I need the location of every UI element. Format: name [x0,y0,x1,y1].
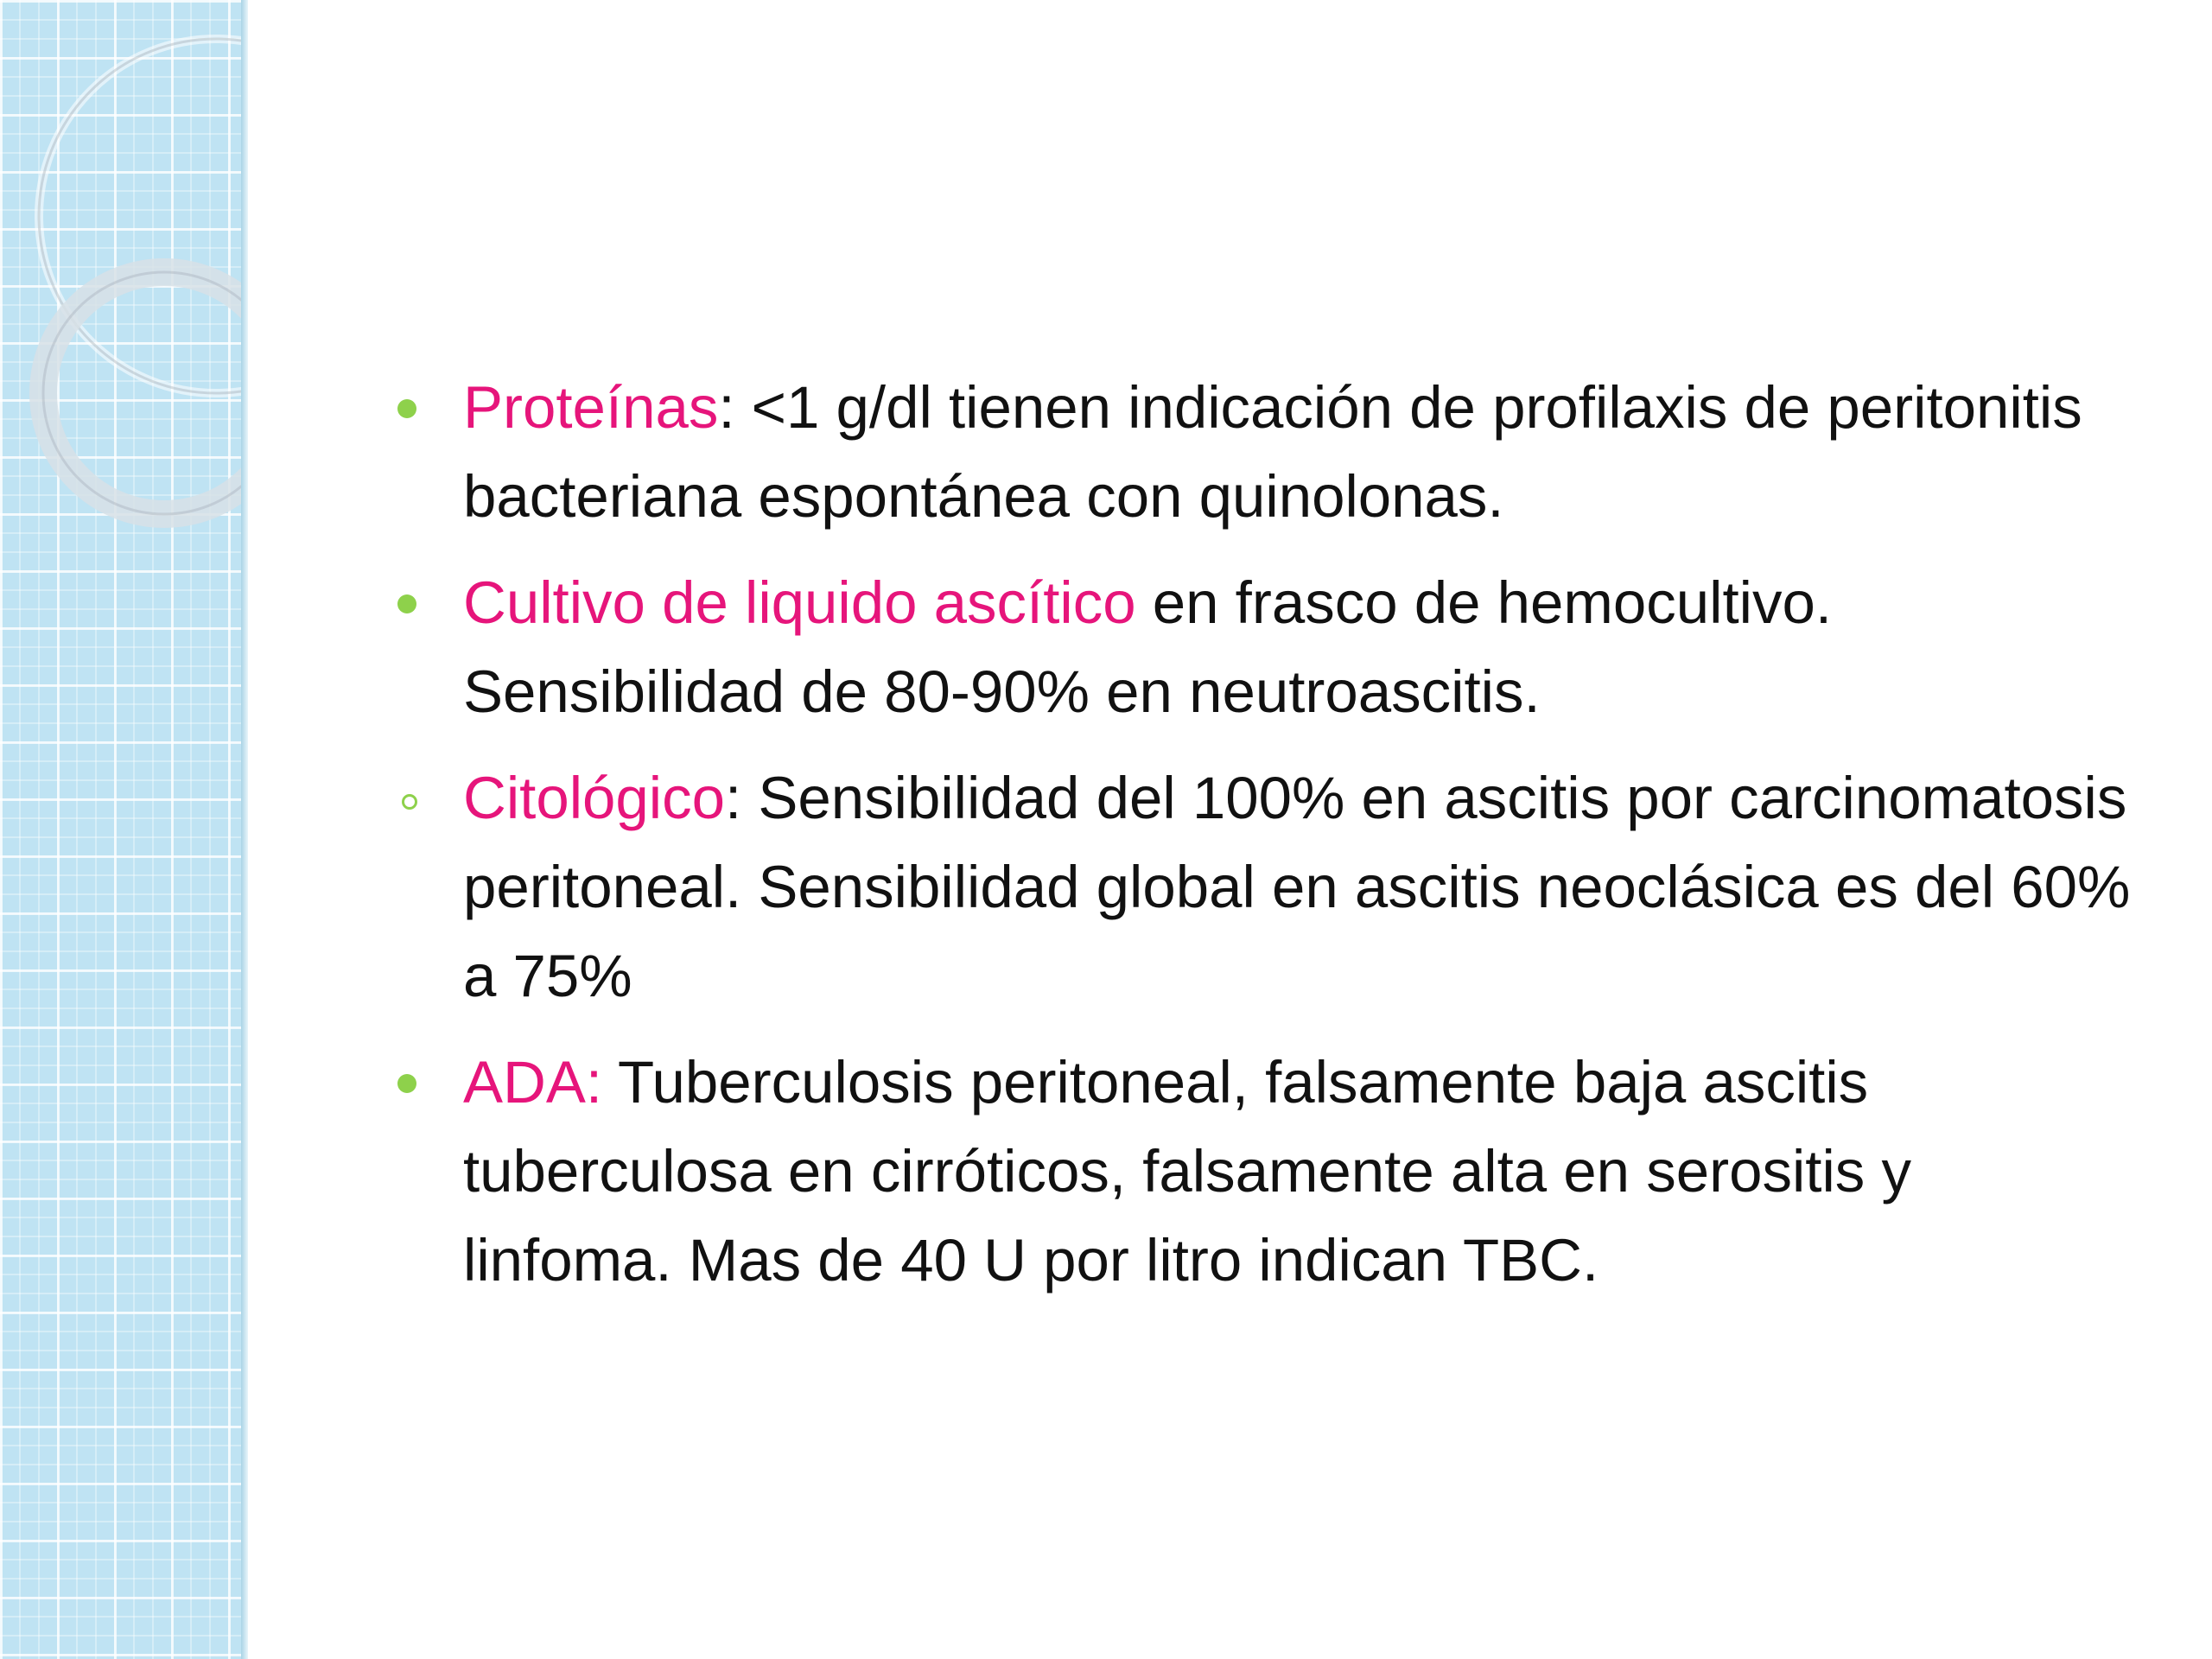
bullet-dot-icon [397,399,416,418]
term-label: Citológico [463,765,725,831]
decorative-rings-graphic [0,0,248,1659]
term-label: ADA: [463,1049,603,1116]
bullet-dot-icon [397,1074,416,1093]
side-band-edge [241,0,248,1659]
slide-content [389,363,2134,1322]
term-label: Proteínas [463,374,719,441]
item-text: : Sensibilidad del 100% en ascitis por carcinomatosis peritoneal. Sensibilidad global en ascitis neoclásica es del 60% a 75% [463,765,2131,1009]
list-item-ada [389,1038,2134,1305]
list-item-citologico [389,753,2134,1020]
bullet-ring-icon [402,794,417,810]
term-label: Cultivo de liquido ascítico [463,569,1136,636]
list-item-cultivo [389,558,2134,736]
bullet-dot-icon [397,594,416,613]
item-text: Tuberculosis peritoneal, falsamente baja ascitis tuberculosa en cirróticos, falsamente alta en serositis y linfoma. Mas de 40 U por litro indican TBC. [463,1049,1911,1294]
item-text: en frasco de hemocultivo. Sensibilidad de 80-90% en neutroascitis. [463,569,1833,725]
list-item-proteinas [389,363,2134,541]
bullet-list [389,363,2134,1305]
item-text: : <1 g/dl tienen indicación de profilaxis de peritonitis bacteriana espontánea con quinolonas. [463,374,2082,530]
decorative-side-band [0,0,248,1659]
